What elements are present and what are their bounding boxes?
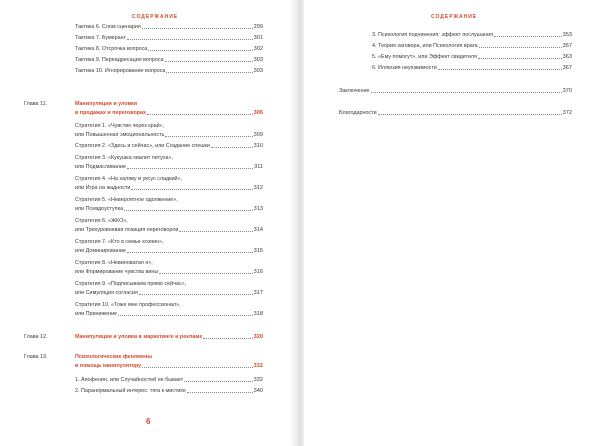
toc-entry[interactable]: Тактика 10. Игнорирование вопроса 303 xyxy=(75,68,263,74)
strategy-9-line1[interactable]: Стратегия 9. «Подписываем прямо сейчас», xyxy=(75,281,187,287)
chapter-12-number: Глава 12. xyxy=(24,334,48,340)
strategy-4-line1[interactable]: Стратегия 4. «На халяву и уксус сладкий», xyxy=(75,176,183,182)
page-number-left: 6 xyxy=(146,417,151,426)
strategy-2-entry[interactable]: Стратегия 2. «Здесь и сейчас», или Создание спешки 310 xyxy=(75,143,263,149)
chapter-13-number: Глава 13. xyxy=(24,354,48,360)
strategy-10-entry[interactable]: или Принижение 318 xyxy=(75,311,263,317)
left-page xyxy=(0,0,296,446)
chapter-11-entry[interactable]: в продажах и переговорах 306 xyxy=(75,110,263,116)
toc-entry[interactable]: Тактика 6. Слом сценария 299 xyxy=(75,24,263,30)
toc-entry[interactable]: Тактика 7. Бумеранг 301 xyxy=(75,35,263,41)
strategy-9-entry[interactable]: или Симуляция согласия 317 xyxy=(75,290,263,296)
strategy-5-line1[interactable]: Стратегия 5. «Невероятное одолжение», xyxy=(75,197,178,203)
strategy-10-line1[interactable]: Стратегия 10. «Тоже мне профессионал», xyxy=(75,302,181,308)
strategy-1-entry[interactable]: или Повышенная эмоциональность 309 xyxy=(75,132,263,138)
strategy-4-entry[interactable]: или Игра на жадности 312 xyxy=(75,185,263,191)
chapter-12-entry[interactable]: Манипуляции и уловки в маркетинге и рекламе 320 xyxy=(75,334,263,340)
toc-entry-thanks[interactable]: Благодарности 372 xyxy=(339,110,572,116)
toc-entry[interactable]: Тактика 9. Переадресация вопроса 303 xyxy=(75,57,263,63)
strategy-3-line1[interactable]: Стратегия 3. «Кукушка хвалит петуха», xyxy=(75,155,173,161)
strategy-1-line1[interactable]: Стратегия 1. «Чувство через край», xyxy=(75,123,165,129)
toc-entry[interactable]: 4. Теория заговора, или Психология врага 357 xyxy=(372,43,572,49)
chapter-13-item-2[interactable]: 2. Паранормальный интерес: тяга к мистике 340 xyxy=(75,388,263,394)
chapter-13-item-1[interactable]: 1. Апофения, или Случайностей не бывает 332 xyxy=(75,377,263,383)
strategy-5-entry[interactable]: или Псевдоуступка 313 xyxy=(75,206,263,212)
strategy-8-line1[interactable]: Стратегия 8. «Невиноватая я», xyxy=(75,260,153,266)
strategy-3-entry[interactable]: или Подмасливание 311 xyxy=(75,164,263,170)
strategy-7-line1[interactable]: Стратегия 7. «Кто в семье хозяин», xyxy=(75,239,164,245)
toc-entry[interactable]: 6. Иллюзия неуязвимости 367 xyxy=(372,65,572,71)
strategy-7-entry[interactable]: или Доминирование 315 xyxy=(75,248,263,254)
chapter-11-number: Глава 11. xyxy=(24,101,48,107)
strategy-8-entry[interactable]: или Формирование чувства вины 316 xyxy=(75,269,263,275)
running-head-right: СОДЕРЖАНИЕ xyxy=(431,14,478,20)
toc-entry[interactable]: Тактика 8. Отсрочка вопроса 302 xyxy=(75,46,263,52)
strategy-6-entry[interactable]: или Трехуровневая позиция переговоров 314 xyxy=(75,227,263,233)
toc-entry[interactable]: 5. «Ему помогут», или Эффект свидетеля 363 xyxy=(372,54,572,60)
chapter-13-entry[interactable]: в помощь манипулятору 332 xyxy=(75,363,263,369)
chapter-11-title[interactable]: Манипуляции и уловки xyxy=(75,101,138,107)
toc-entry[interactable]: 3. Психология подчинения: эффект послушания 353 xyxy=(372,32,572,38)
toc-entry-conclusion[interactable]: Заключение 370 xyxy=(339,88,572,94)
right-page xyxy=(304,0,600,446)
strategy-6-line1[interactable]: Стратегия 6. «ЖКО», xyxy=(75,218,128,224)
chapter-13-title[interactable]: Психологические феномены xyxy=(75,354,152,360)
running-head-left: СОДЕРЖАНИЕ xyxy=(132,14,179,20)
